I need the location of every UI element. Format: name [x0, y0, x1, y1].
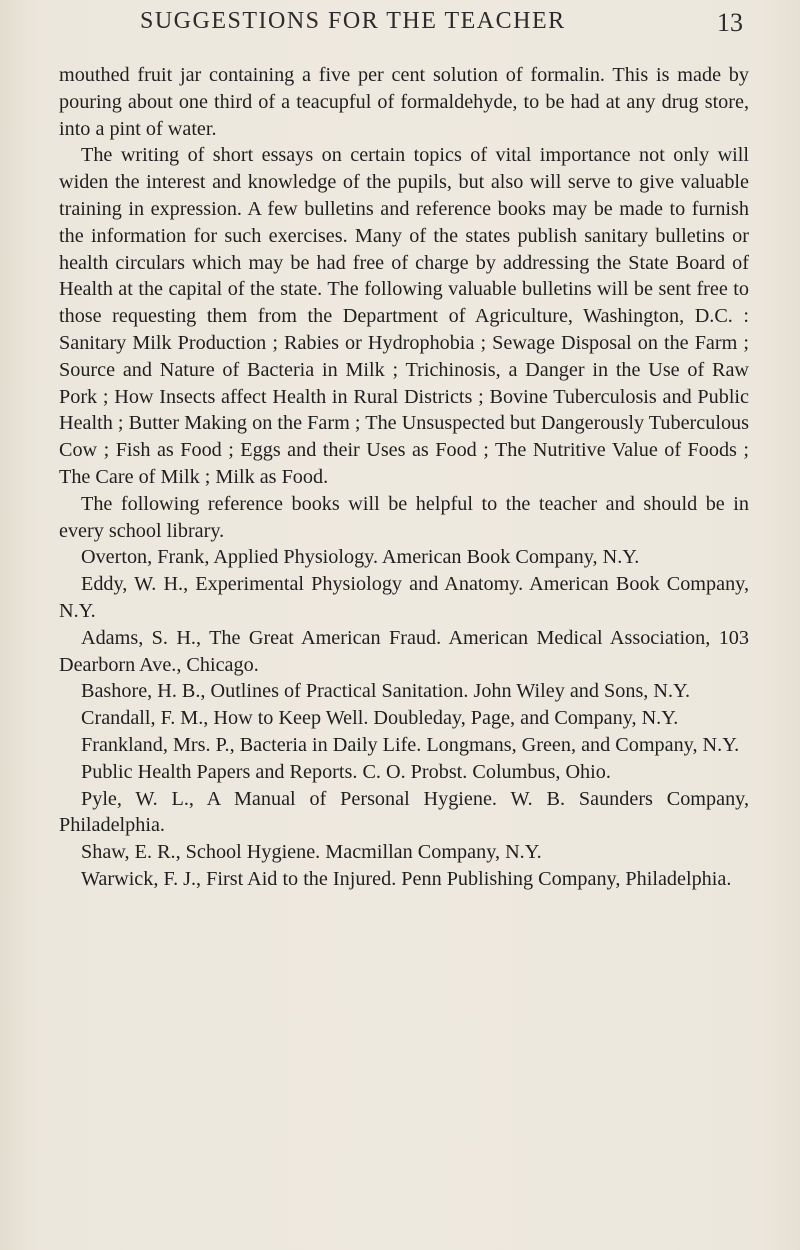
essay-paragraph: The writing of short essays on certain topics of vital importance not only will widen the interest and knowledge of the pupils, but also will serve to give valuable training in expression. A few bulletins and reference books may be made to furnish the information for such exercises. Many of the states publish sanitary bulletins or health circulars which may be had free of charge by addressing the State Board of Health at the capital of the state. The following valuable bulletins will be sent free to those requesting them from the Department of Agriculture, Washington, D.C. : Sanitary Milk Production ; Rabies or Hydrophobia ; Sewage Disposal on the Farm ; Source and Nature of Bacteria in Milk ; Trichinosis, a Danger in the Use of Raw Pork ; How Insects affect Health in Rural Districts ; Bovine Tuberculosis and Public Health ; Butter Making on the Farm ; The Unsuspected but Dangerously Tuberculous Cow ; Fish as Food ; Eggs and their Uses as Food ; The Nutritive Value of Foods ; The Care of Milk ; Milk as Food. [59, 144, 749, 488]
page-number: 13 [717, 8, 743, 37]
running-title: SUGGESTIONS FOR THE TEACHER [140, 8, 566, 34]
reference-entry: Shaw, E. R., School Hygiene. Macmillan Company, N.Y. [81, 841, 542, 864]
reference-entry: Public Health Papers and Reports. C. O. Probst. Columbus, Ohio. [81, 760, 611, 783]
reference-intro-paragraph: The following reference books will be helpful to the teacher and should be in every school library. [59, 492, 749, 542]
continued-paragraph: mouthed fruit jar containing a five per cent solution of formalin. This is made by pouring about one third of a teacupful of formaldehyde, to be had at any drug store, into a pint of water. [59, 64, 749, 140]
reference-entry: Eddy, W. H., Experimental Physiology and Anatomy. American Book Company, N.Y. [59, 573, 749, 622]
reference-entry: Pyle, W. L., A Manual of Personal Hygiene. W. B. Saunders Company, Philadelphia. [59, 787, 749, 837]
reference-entry: Warwick, F. J., First Aid to the Injured. Penn Publishing Company, Philadelphia. [81, 867, 732, 890]
reference-entry: Crandall, F. M., How to Keep Well. Doubleday, Page, and Company, N.Y. [81, 707, 679, 730]
reference-entry: Frankland, Mrs. P., Bacteria in Daily Life. Longmans, Green, and Company, N.Y. [81, 733, 740, 756]
reference-entry: Overton, Frank, Applied Physiology. American Book Company, N.Y. [81, 546, 640, 569]
reference-entry: Bashore, H. B., Outlines of Practical Sanitation. John Wiley and Sons, N.Y. [81, 680, 691, 703]
reference-entry: Adams, S. H., The Great American Fraud. American Medical Association, 103 Dearborn Ave., Chicago. [59, 626, 749, 676]
page-body [59, 62, 749, 893]
running-header [140, 8, 743, 37]
